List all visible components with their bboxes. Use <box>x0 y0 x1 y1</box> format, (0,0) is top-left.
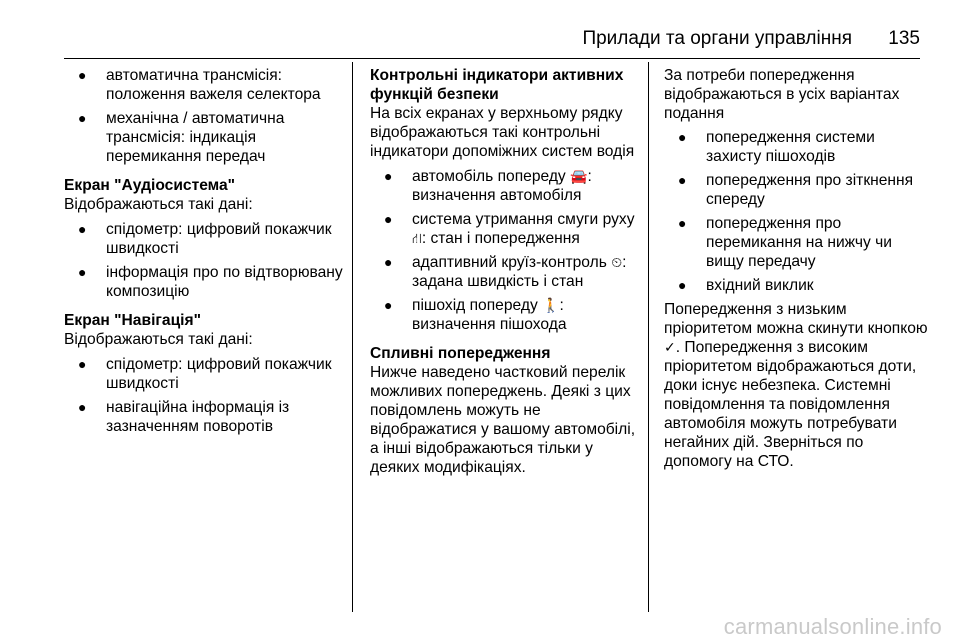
list-item: ● пішохід попереду 🚶: визначення пішохода <box>384 297 567 333</box>
list-item: ● система утримання смуги руху ⛙: стан і попередження <box>384 211 635 247</box>
safety-indicators-list <box>370 167 638 334</box>
column-divider-2 <box>648 62 649 612</box>
navigation-list <box>64 355 344 436</box>
bullet-icon: ● <box>678 215 687 231</box>
checkmark-icon: ✓ <box>664 339 676 355</box>
audio-intro: Відображаються такі дані: <box>64 196 253 213</box>
list-item: ● механічна / автоматична трансмісія: індикація перемикання передач <box>78 110 285 165</box>
list-item: ● попередження про зіткнення спереду <box>678 172 914 208</box>
bullet-icon: ● <box>678 129 687 145</box>
watermark: carmanualsonline.info <box>723 614 942 639</box>
list-item: ● вхідний виклик <box>678 277 814 294</box>
bullet-icon: ● <box>384 211 393 227</box>
list-item: ● спідометр: цифровий покажчик швидкості <box>78 356 332 392</box>
header-rule <box>64 58 920 59</box>
bullet-icon: ● <box>78 399 87 415</box>
navigation-screen-heading: Екран "Навігація" <box>64 312 201 329</box>
pedestrian-icon: 🚶 <box>542 297 560 313</box>
navigation-intro: Відображаються такі дані: <box>64 331 253 348</box>
popup-warnings-text: Нижче наведено частковий перелік можливих попереджень. Деякі з цих повідомлень можуть не відображатися у вашому автомобілі, а інші відображаються тільки у деяких модифікаціях. <box>370 364 636 476</box>
list-item: ● попередження про перемикання на нижчу чи вищу передачу <box>678 215 893 270</box>
list-item: ● спідометр: цифровий покажчик швидкості <box>78 221 332 257</box>
audio-screen-heading: Екран "Аудіосистема" <box>64 177 236 194</box>
popup-warnings-heading: Спливні попередження <box>370 345 551 362</box>
safety-indicators-heading: Контрольні індикатори активних функцій безпеки <box>370 67 624 103</box>
priority-warnings-text: Попередження з низьким пріоритетом можна скинути кнопкою ✓. Попередження з високим пріоритетом відображаються доти, доки існує небезпека. Системні повідомлення та повідомлення автомобіля можуть потребувати негайних дій. Зверніться по допомогу на СТО. <box>664 301 928 470</box>
bullet-icon: ● <box>678 172 687 188</box>
safety-indicators-intro: На всіх екранах у верхньому рядку відображаються такі контрольні індикатори допоміжних систем водія <box>370 105 635 160</box>
cruise-control-icon: ⏲ <box>611 254 623 270</box>
bullet-icon: ● <box>78 221 87 237</box>
list-item: ● автоматична трансмісія: положення важеля селектора <box>78 67 321 103</box>
warnings-intro: За потреби попередження відображаються в усіх варіантах подання <box>664 67 900 122</box>
bullet-icon: ● <box>384 297 393 313</box>
front-car-icon: 🚘 <box>570 168 588 184</box>
bullet-icon: ● <box>78 67 87 83</box>
bullet-icon: ● <box>78 356 87 372</box>
audio-list <box>64 220 344 301</box>
list-item: ● інформація про по відтворювану композицію <box>78 264 343 300</box>
page-number: 135 <box>888 28 920 49</box>
bullet-icon: ● <box>384 254 393 270</box>
warnings-list <box>664 128 932 295</box>
bullet-icon: ● <box>384 168 393 184</box>
page-header <box>0 22 960 62</box>
column-1 <box>64 66 344 441</box>
lane-keep-icon: ⛙ <box>412 230 422 246</box>
column-divider-1 <box>352 62 353 612</box>
bullet-icon: ● <box>78 264 87 280</box>
transmission-list <box>64 66 344 166</box>
column-2 <box>370 66 638 483</box>
list-item: ● попередження системи захисту пішоходів <box>678 129 875 165</box>
list-item: ● навігаційна інформація із зазначенням поворотів <box>78 399 290 435</box>
column-3 <box>664 66 932 476</box>
page-title: Прилади та органи управління <box>582 28 852 49</box>
bullet-icon: ● <box>678 277 687 293</box>
list-item: ● автомобіль попереду 🚘: визначення автомобіля <box>384 168 592 204</box>
list-item: ● адаптивний круїз-контроль ⏲: задана швидкість і стан <box>384 254 627 290</box>
bullet-icon: ● <box>78 110 87 126</box>
